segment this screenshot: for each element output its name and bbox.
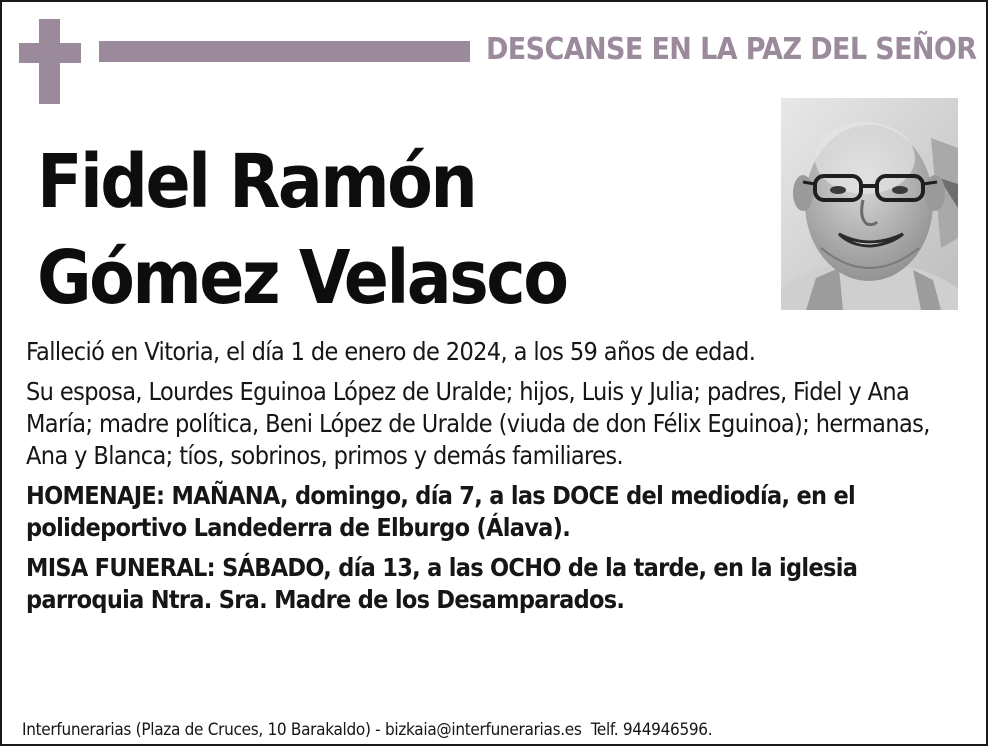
header-rule [99,41,470,62]
family-list: Su esposa, Lourdes Eguinoa López de Uralde; hijos, Luis y Julia; padres, Fidel y Ana María; madre política, Beni López de Uralde (viuda de don Félix Eguinoa); hermanas, Ana y Blanca; tíos, sobrinos, primos y demás familiares. [26,377,930,470]
funeral-mass-notice: MISA FUNERAL: SÁBADO, día 13, a las OCHO de la tarde, en la iglesia parroquia Ntra. Sra. Madre de los Desamparados. [26,553,858,614]
footer [22,720,712,740]
homage-notice: HOMENAJE: MAÑANA, domingo, día 7, a las DOCE del mediodía, en el polideportivo Landederra de Elburgo (Álava). [26,481,856,542]
deceased-name-line1: Fidel Ramón [37,139,476,225]
header-motto: DESCANSE EN LA PAZ DEL SEÑOR [486,32,977,67]
death-notice: Falleció en Vitoria, el día 1 de enero de 2024, a los 59 años de edad. [26,337,756,366]
cross-icon [19,19,81,104]
deceased-photo [781,98,958,310]
footer-company: Interfunerarias (Plaza de Cruces, 10 Barakaldo) - bizkaia@interfunerarias.es [22,720,582,740]
footer-phone: Telf. 944946596. [590,720,713,740]
obituary-body [26,336,966,624]
deceased-name [37,134,567,326]
deceased-name-line2: Gómez Velasco [37,235,567,321]
